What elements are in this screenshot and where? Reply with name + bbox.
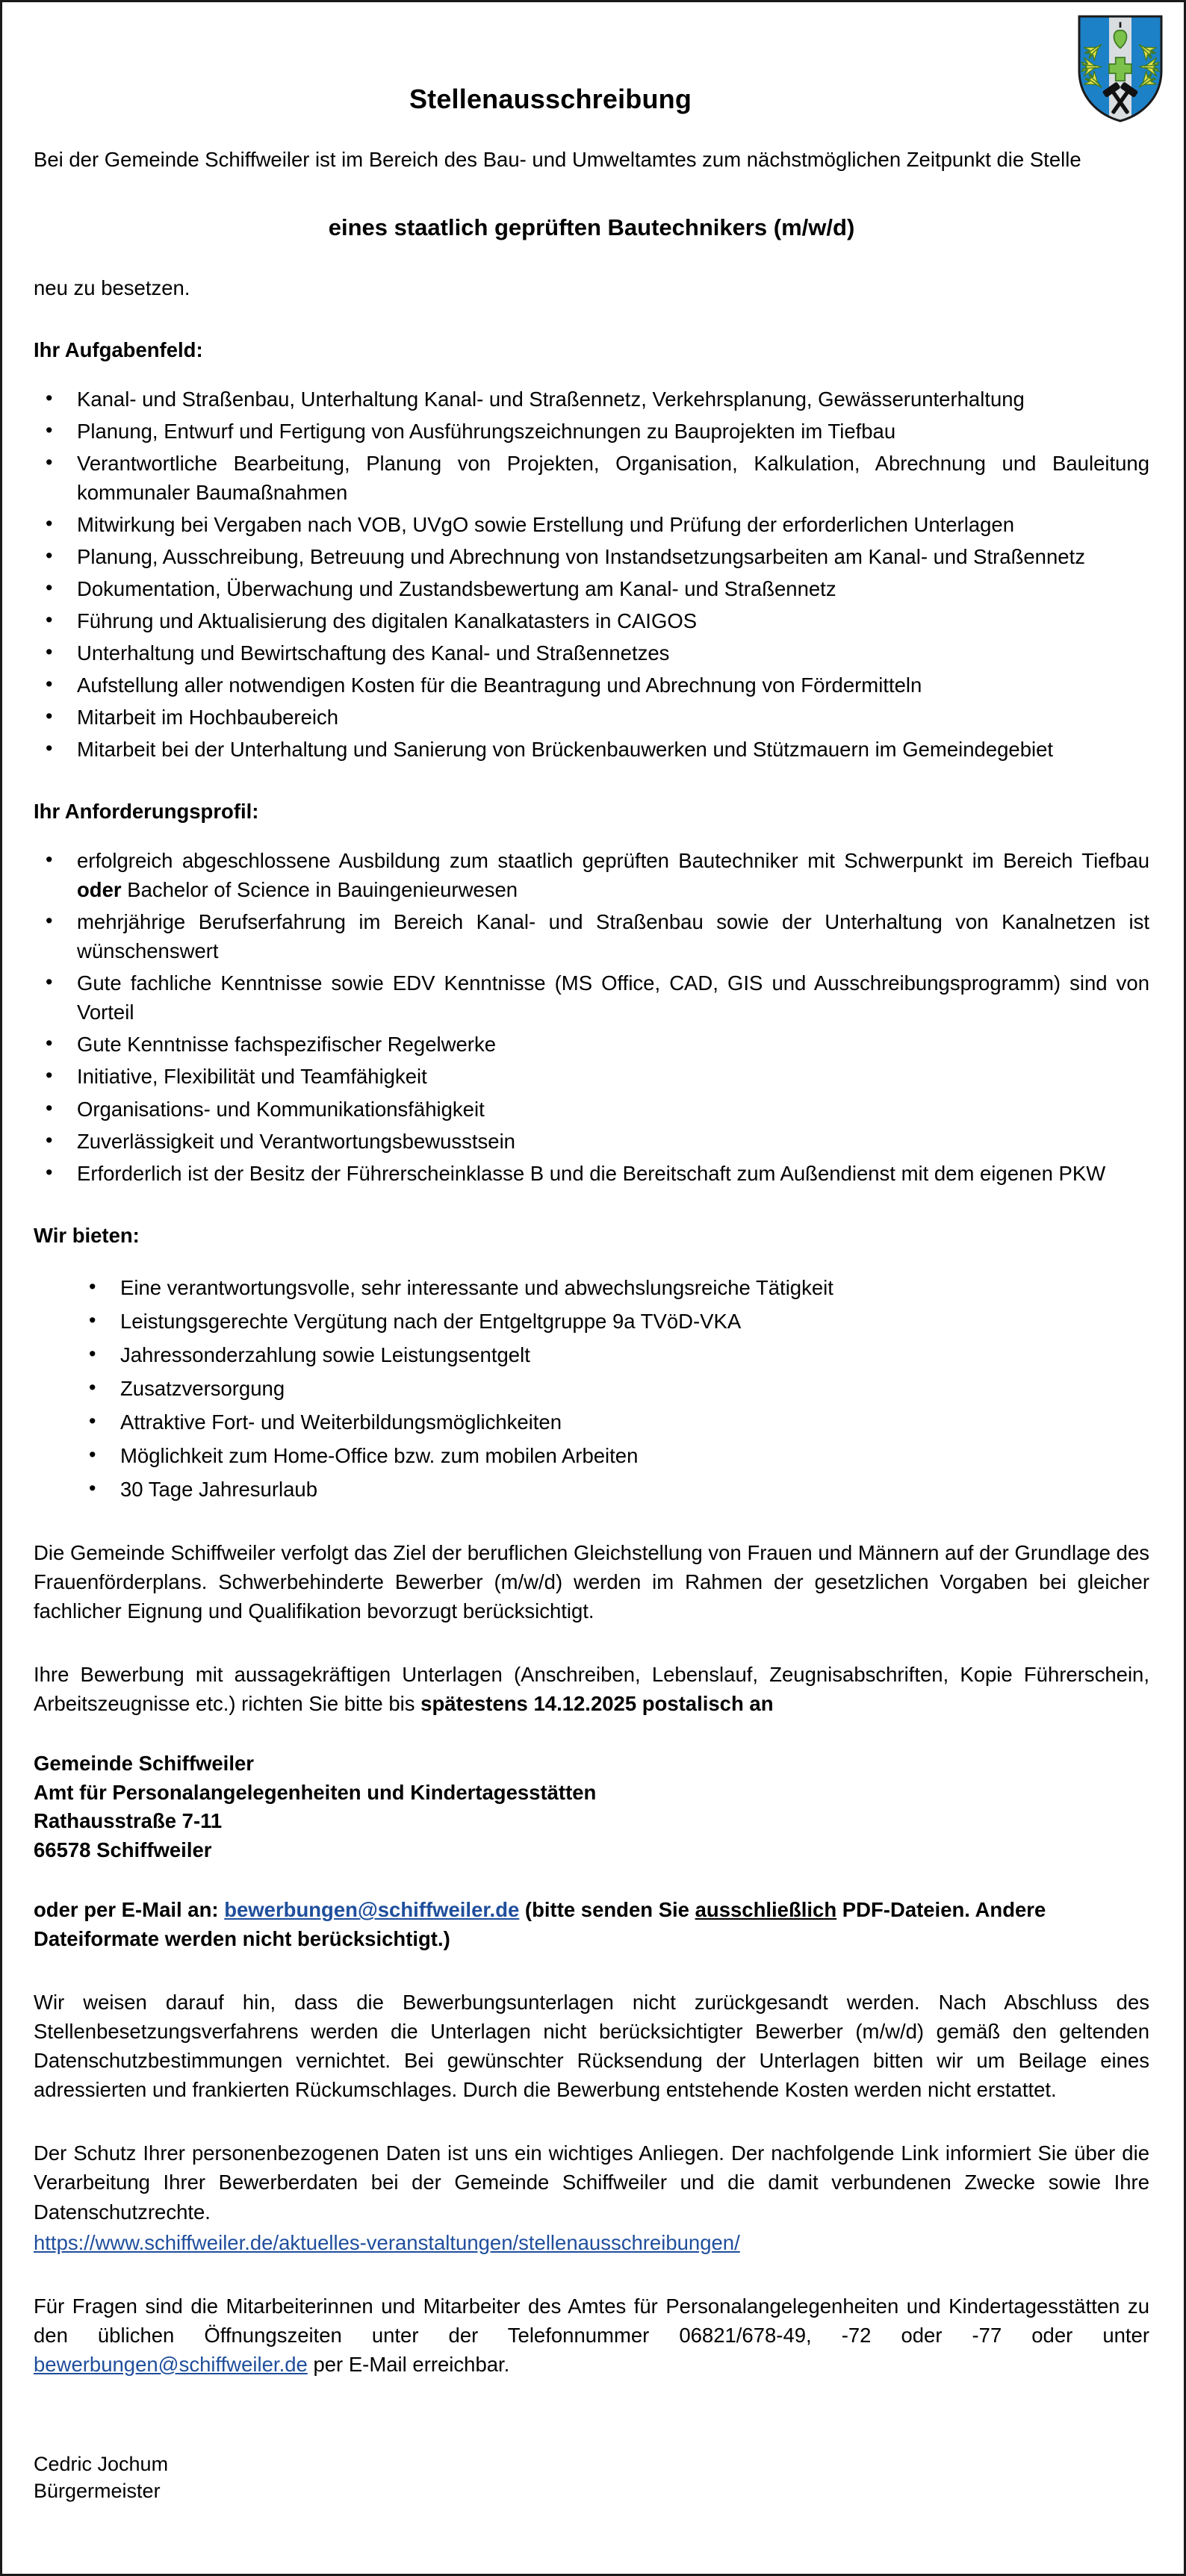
- list-item: • Gute Kenntnisse fachspezifischer Regelwerke: [34, 1030, 1149, 1059]
- list-item: • Eine verantwortungsvolle, sehr interessante und abwechslungsreiche Tätigkeit: [77, 1273, 1149, 1302]
- list-item: • Initiative, Flexibilität und Teamfähigkeit: [34, 1062, 1149, 1091]
- list-item: • Mitarbeit im Hochbaubereich: [34, 703, 1149, 732]
- list-item: • Organisations- und Kommunikationsfähigkeit: [34, 1095, 1149, 1124]
- application-email-link[interactable]: bewerbungen@schiffweiler.de: [224, 1898, 520, 1922]
- list-item: [34, 846, 1149, 904]
- list-item: • Verantwortliche Bearbeitung, Planung von Projekten, Organisation, Kalkulation, Abrechnung und Bauleitung kommunaler Baumaßnahmen: [34, 449, 1149, 507]
- list-item: • 30 Tage Jahresurlaub: [77, 1475, 1149, 1504]
- contact-text-a: Für Fragen sind die Mitarbeiterinnen und Mitarbeiter des Amtes für Personalangelegenheiten und Kindertagesstätten zu den üblichen Öffnungszeiten unter der Telefonnummer 06821/678-49, -72 oder -77 oder unter: [34, 2294, 1149, 2347]
- privacy-policy-link[interactable]: https://www.schiffweiler.de/aktuelles-veranstaltungen/stellenausschreibungen/: [34, 2230, 740, 2254]
- address-line: Amt für Personalangelegenheiten und Kindertagesstätten: [34, 1780, 597, 1804]
- return-documents-paragraph: Wir weisen darauf hin, dass die Bewerbungsunterlagen nicht zurückgesandt werden. Nach Abschluss des Stellenbesetzungsverfahrens werden die Unterlagen nicht berücksichtigter Bewerber (m/w/d) gemäß den geltenden Datenschutzbestimmungen vernichtet. Bei gewünschter Rücksendung der Unterlagen bitten wir um Beilage eines adressierten und frankierten Rückumschlages. Durch die Bewerbung entstehende Kosten werden nicht erstattet.: [34, 1991, 1149, 2102]
- job-title: eines staatlich geprüften Bautechnikers (m/w/d): [328, 214, 855, 241]
- address-line: 66578 Schiffweiler: [34, 1838, 212, 1861]
- intro-after-paragraph: neu zu besetzen.: [34, 276, 190, 299]
- list-item: • Zusatzversorgung: [77, 1374, 1149, 1403]
- signature-block: [34, 2451, 1149, 2505]
- section-heading-anforderungsprofil: Ihr Anforderungsprofil:: [34, 800, 259, 824]
- list-item: • Attraktive Fort- und Weiterbildungsmöglichkeiten: [77, 1407, 1149, 1437]
- contact-text-b: per E-Mail erreichbar.: [307, 2352, 510, 2376]
- signature-name: Cedric Jochum: [34, 2452, 169, 2475]
- privacy-link-paragraph: [34, 2228, 1149, 2257]
- list-item: • Gute fachliche Kenntnisse sowie EDV Kenntnisse (MS Office, CAD, GIS und Ausschreibungsprogramm) sind von Vorteil: [34, 968, 1149, 1027]
- section-heading-aufgabenfeld: Ihr Aufgabenfeld:: [34, 337, 203, 361]
- list-item: • Unterhaltung und Bewirtschaftung des Kanal- und Straßennetzes: [34, 638, 1149, 668]
- list-item: • Führung und Aktualisierung des digitalen Kanalkatasters in CAIGOS: [34, 606, 1149, 635]
- list-item: • Dokumentation, Überwachung und Zustandsbewertung am Kanal- und Straßennetz: [34, 574, 1149, 603]
- address-line: Gemeinde Schiffweiler: [34, 1752, 254, 1776]
- email-note-b: PDF-Dateien. Andere Dateiformate werden nicht berücksichtigt.): [34, 1898, 1046, 1950]
- email-note-a: (bitte senden Sie: [519, 1898, 695, 1922]
- coat-of-arms-icon: [1073, 13, 1167, 125]
- contact-email-link[interactable]: bewerbungen@schiffweiler.de: [34, 2352, 308, 2376]
- section-heading-wir-bieten: Wir bieten:: [34, 1223, 140, 1247]
- anforderungsprofil-list: [34, 846, 1149, 1188]
- signature-role: Bürgermeister: [34, 2480, 161, 2503]
- list-item: • Zuverlässigkeit und Verantwortungsbewusstsein: [34, 1127, 1149, 1156]
- req-emphasis-oder: oder: [77, 878, 122, 902]
- list-item: • Jahressonderzahlung sowie Leistungsentgelt: [77, 1340, 1149, 1369]
- list-item: • Möglichkeit zum Home-Office bzw. zum mobilen Arbeiten: [77, 1441, 1149, 1470]
- wir-bieten-list: [34, 1273, 1149, 1504]
- list-item: • Erforderlich ist der Besitz der Führerscheinklasse B und die Bereitschaft zum Außendienst mit dem eigenen PKW: [34, 1159, 1149, 1188]
- postal-address: [34, 1749, 1149, 1864]
- list-item: • Mitwirkung bei Vergaben nach VOB, UVgO sowie Erstellung und Prüfung der erforderlichen Unterlagen: [34, 510, 1149, 539]
- equality-paragraph: Die Gemeinde Schiffweiler verfolgt das Ziel der beruflichen Gleichstellung von Frauen und Männern auf der Grundlage des Frauenförderplans. Schwerbehinderte Bewerber (m/w/d) werden im Rahmen der gesetzlichen Vorgaben bei gleicher fachlicher Eignung und Qualifikation bevorzugt berücksichtigt.: [34, 1540, 1149, 1623]
- intro-paragraph: Bei der Gemeinde Schiffweiler ist im Bereich des Bau- und Umweltamtes zum nächstmöglichen Zeitpunkt die Stelle: [34, 148, 1081, 172]
- req-text-a: erfolgreich abgeschlossene Ausbildung zum staatlich geprüften Bautechniker mit Schwerpunkt im Bereich Tiefbau: [77, 849, 1149, 873]
- page-title: Stellenausschreibung: [409, 84, 692, 114]
- req-text-b: Bachelor of Science in Bauingenieurwesen: [121, 878, 518, 902]
- list-item: • Planung, Entwurf und Fertigung von Ausführungszeichnungen zu Bauprojekten im Tiefbau: [34, 417, 1149, 446]
- list-item: • Mitarbeit bei der Unterhaltung und Sanierung von Brückenbauwerken und Stützmauern im Gemeindegebiet: [34, 735, 1149, 764]
- email-prefix-label: oder per E-Mail an:: [34, 1898, 225, 1922]
- email-note-emphasis: ausschließlich: [695, 1898, 837, 1922]
- list-item: • Aufstellung aller notwendigen Kosten für die Beantragung und Abrechnung von Fördermitteln: [34, 671, 1149, 700]
- address-line: Rathausstraße 7-11: [34, 1809, 223, 1833]
- email-application-paragraph: [34, 1896, 1149, 1953]
- list-item: • Kanal- und Straßenbau, Unterhaltung Kanal- und Straßennetz, Verkehrsplanung, Gewässerunterhaltung: [34, 385, 1149, 414]
- contact-paragraph: [34, 2292, 1149, 2379]
- list-item: • mehrjährige Berufserfahrung im Bereich Kanal- und Straßenbau sowie der Unterhaltung von Kanalnetzen ist wünschenswert: [34, 907, 1149, 965]
- application-lead-paragraph: [34, 1660, 1149, 1718]
- list-item: • Planung, Ausschreibung, Betreuung und Abrechnung von Instandsetzungsarbeiten am Kanal- und Straßennetz: [34, 542, 1149, 571]
- document-body: [2, 2, 1184, 2520]
- list-item: • Leistungsgerechte Vergütung nach der Entgeltgruppe 9a TVöD-VKA: [77, 1307, 1149, 1336]
- aufgabenfeld-list: [34, 385, 1149, 765]
- application-deadline: spätestens 14.12.2025 postalisch an: [420, 1692, 774, 1716]
- data-protection-paragraph: Der Schutz Ihrer personenbezogenen Daten ist uns ein wichtiges Anliegen. Der nachfolgende Link informiert Sie über die Verarbeitung Ihrer Bewerberdaten bei der Gemeinde Schiffweiler und die damit verbundenen Zwecke sowie Ihre Datenschutzrechte.: [34, 2141, 1149, 2224]
- application-lead-text: Ihre Bewerbung mit aussagekräftigen Unterlagen (Anschreiben, Lebenslauf, Zeugnisabschriften, Kopie Führerschein, Arbeitszeugnisse etc.) richten Sie bitte bis: [34, 1663, 1149, 1716]
